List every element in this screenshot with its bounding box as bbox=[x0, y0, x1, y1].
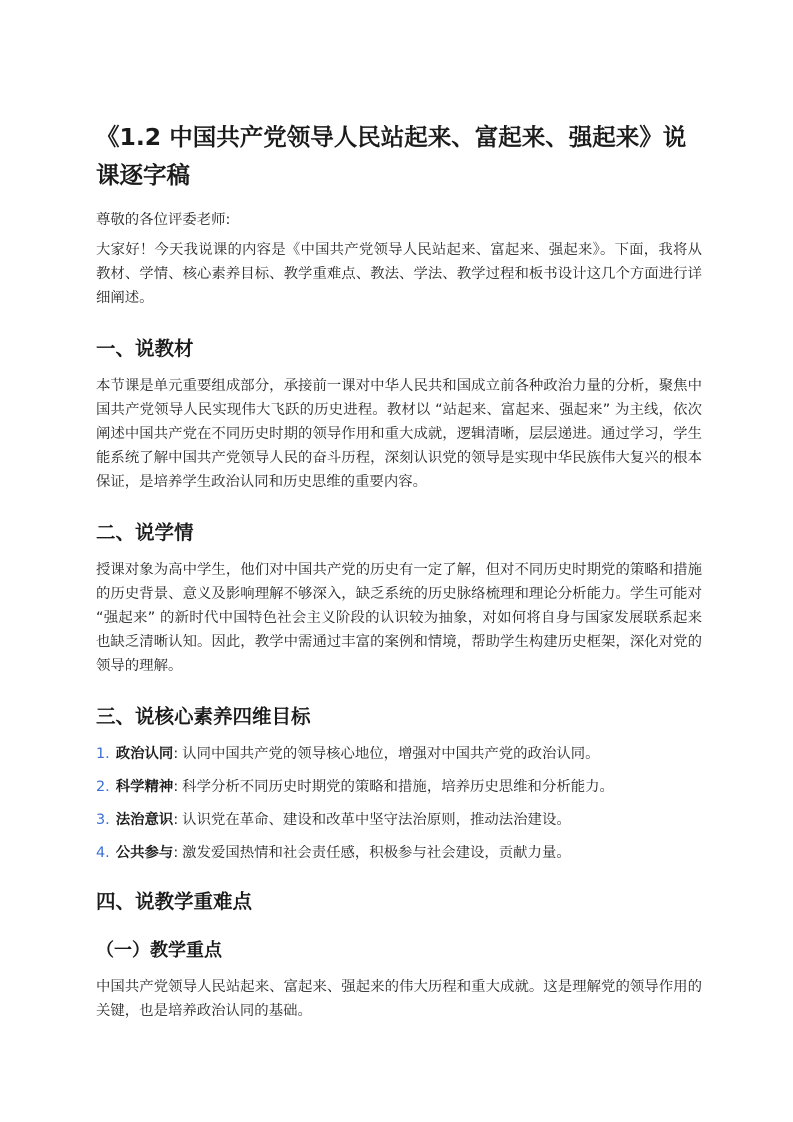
list-text: 激发爱国热情和社会责任感，积极参与社会建设，贡献力量。 bbox=[182, 845, 571, 861]
list-number: 3. bbox=[96, 812, 110, 828]
greeting-text: 尊敬的各位评委老师: bbox=[96, 212, 231, 228]
section-heading-learners: 二、说学情 bbox=[96, 521, 194, 544]
section-heading-key-points: 四、说教学重难点 bbox=[96, 890, 253, 913]
section-heading-objectives: 三、说核心素养四维目标 bbox=[96, 705, 311, 728]
list-item bbox=[96, 742, 702, 766]
list-item bbox=[96, 808, 702, 832]
subsection-focus-paragraph: 中国共产党领导人民站起来、富起来、强起来的伟大历程和重大成就。这是理解党的领导作用的关键，也是培养政治认同的基础。 bbox=[96, 979, 702, 1019]
list-number: 2. bbox=[96, 779, 110, 795]
list-number: 4. bbox=[96, 845, 110, 861]
list-text: 科学分析不同历史时期党的策略和措施，培养历史思维和分析能力。 bbox=[182, 779, 614, 795]
list-separator: : bbox=[173, 746, 179, 762]
list-number: 1. bbox=[96, 746, 110, 762]
intro-paragraph: 大家好！今天我说课的内容是《中国共产党领导人民站起来、富起来、强起来》。下面，我将从教材、学情、核心素养目标、教学重难点、教法、学法、教学过程和板书设计这几个方面进行详细阐述。 bbox=[96, 242, 702, 306]
list-item bbox=[96, 841, 702, 865]
section-heading-textbook: 一、说教材 bbox=[96, 337, 194, 360]
list-separator: : bbox=[173, 779, 179, 795]
objectives-list bbox=[96, 742, 702, 865]
section-learners-paragraph: 授课对象为高中学生，他们对中国共产党的历史有一定了解，但对不同历史时期党的策略和措施的历史背景、意义及影响理解不够深入，缺乏系统的历史脉络梳理和理论分析能力。学生可能对 “强起来” 的新时代中国特色社会主义阶段的认识较为抽象，对如何将自身与国家发展联系起来也缺乏清晰认知。因此，教学中需通过丰富的案例和情境，帮助学生构建历史框架，深化对党的领导的理解。 bbox=[96, 562, 702, 674]
list-term: 科学精神 bbox=[115, 779, 174, 795]
list-item bbox=[96, 775, 702, 799]
list-term: 法治意识 bbox=[115, 812, 174, 828]
section-textbook-paragraph: 本节课是单元重要组成部分，承接前一课对中华人民共和国成立前各种政治力量的分析，聚焦中国共产党领导人民实现伟大飞跃的历史进程。教材以 “站起来、富起来、强起来” 为主线，依次阐述中国共产党在不同历史时期的领导作用和重大成就，逻辑清晰，层层递进。通过学习，学生能系统了解中国共产党领导人民的奋斗历程，深刻认识党的领导是实现中华民族伟大复兴的根本保证，是培养学生政治认同和历史思维的重要内容。 bbox=[96, 378, 702, 490]
list-text: 认同中国共产党的领导核心地位，增强对中国共产党的政治认同。 bbox=[182, 746, 600, 762]
list-separator: : bbox=[173, 845, 179, 861]
document-page bbox=[96, 118, 702, 1029]
list-separator: : bbox=[173, 812, 179, 828]
list-text: 认识党在革命、建设和改革中坚守法治原则，推动法治建设。 bbox=[182, 812, 571, 828]
document-title: 《1.2 中国共产党领导人民站起来、富起来、强起来》说课逐字稿 bbox=[96, 123, 687, 189]
list-term: 公共参与 bbox=[115, 845, 174, 861]
list-term: 政治认同 bbox=[115, 746, 174, 762]
subsection-heading-focus: （一）教学重点 bbox=[96, 940, 222, 961]
